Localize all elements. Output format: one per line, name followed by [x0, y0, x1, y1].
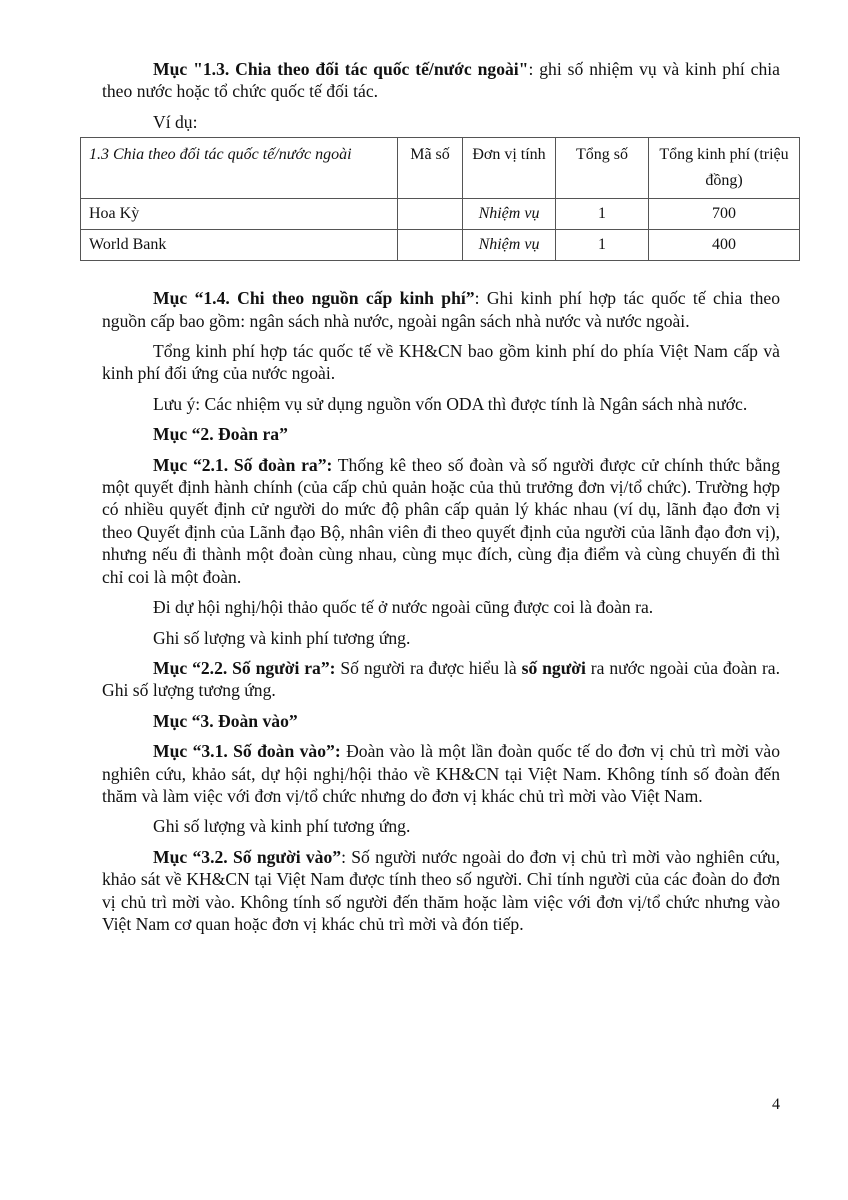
text: : Số người nước ngoài do đơn vị chủ trì mời vào nghiên cứu, khảo sát về KH&CN tại Việt Nam được tính theo số người. Chỉ tính người của các đoàn do đơn vị chủ trì mời vào. Không tính số người đến thăm hoặc làm việc với đơn vị/tổ chức nhưng vào Việt Nam cơ quan hoặc đơn vị khác chủ trì mời và đón tiếp. [102, 846, 780, 934]
table-cell [398, 230, 463, 261]
text: Thống kê theo số đoàn và số người được cử chính thức bằng một quyết định hành chính (của cấp chủ quản hoặc của thủ trưởng đơn vị/tổ chức). Trường hợp có nhiều quyết định cử người do mức độ phân cấp quản lý khác nhau (ví dụ, lãnh đạo đơn vị theo Quyết định của Lãnh đạo Bộ, nhân viên đi theo quyết định của người của lãnh đạo đơn vị), nhưng nếu đi thành một đoàn cùng nhau, cùng mục đích, cùng địa điểm và cùng chuyến đi thì chỉ coi là một đoàn. [102, 454, 780, 587]
heading-3 [102, 710, 780, 732]
heading-3-2: Mục “3.2. Số người vào” [153, 846, 342, 867]
text: Số người ra được hiểu là [335, 657, 522, 678]
heading-3-1: Mục “3.1. Số đoàn vào”: [153, 741, 341, 762]
para-record-2: Ghi số lượng và kinh phí tương ứng. [153, 816, 411, 837]
para-record: Ghi số lượng và kinh phí tương ứng. [153, 627, 411, 648]
para-total-funding: Tổng kinh phí hợp tác quốc tế về KH&CN bao gồm kinh phí do phía Việt Nam cấp và kinh phí đối ứng của nước ngoài. [102, 341, 780, 384]
heading-1-3: Mục "1.3. Chia theo đối tác quốc tế/nước ngoài" [153, 59, 529, 79]
text: : Ghi kinh phí hợp tác quốc tế chia theo nguồn cấp bao gồm: ngân sách nhà nước, ngoài ngân sách nhà nước và nước ngoài. [102, 288, 781, 331]
table-cell: World Bank [81, 230, 398, 261]
example-label: Ví dụ: [153, 111, 198, 132]
para-1-4 [102, 287, 780, 332]
table-header: 1.3 Chia theo đối tác quốc tế/nước ngoài [81, 138, 398, 199]
heading-1-4: Mục “1.4. Chi theo nguồn cấp kinh phí” [153, 288, 475, 309]
heading-2-1: Mục “2.1. Số đoàn ra”: [153, 454, 333, 475]
table-cell: Nhiệm vụ [463, 230, 556, 261]
text: Mục “3. Đoàn vào” [153, 710, 298, 731]
para-3-2 [102, 846, 780, 936]
table-cell: 700 [649, 199, 800, 230]
partner-table [80, 137, 800, 261]
table-cell: Hoa Kỳ [81, 199, 398, 230]
table-header-row [81, 138, 800, 199]
text: : ghi số nhiệm vụ và kinh phí chia theo nước hoặc tổ chức quốc tế đối tác. [102, 59, 780, 102]
table-header: Tổng số [556, 138, 649, 199]
page-number: 4 [772, 1096, 780, 1113]
table-header: Tổng kinh phí (triệu đồng) [649, 138, 800, 199]
para-2-2 [102, 657, 780, 702]
heading-2-2: Mục “2.2. Số người ra”: [153, 657, 336, 678]
para-note: Lưu ý: Các nhiệm vụ sử dụng nguồn vốn ODA thì được tính là Ngân sách nhà nước. [153, 393, 748, 414]
para-1-3 [102, 58, 780, 103]
text: số người [521, 657, 586, 678]
para-2-1 [102, 454, 780, 588]
text: Đoàn vào là một lần đoàn quốc tế do đơn vị chủ trì mời vào nghiên cứu, khảo sát, dự hội nghị/hội thảo về KH&CN tại Việt Nam. Không tính số đoàn đến thăm và làm việc với đơn vị/tổ chức nhưng do đơn vị khác chủ trì mời vào Việt Nam. [102, 741, 780, 806]
heading-2 [102, 423, 780, 445]
table-cell [398, 199, 463, 230]
para-3-1 [102, 740, 780, 807]
table-header: Mã số [398, 138, 463, 199]
table-row [81, 230, 800, 261]
table-cell: 1 [556, 230, 649, 261]
table-header: Đơn vị tính [463, 138, 556, 199]
table-cell: 1 [556, 199, 649, 230]
document-body [89, 58, 789, 935]
table-cell: 400 [649, 230, 800, 261]
para-conference: Đi dự hội nghị/hội thảo quốc tế ở nước ngoài cũng được coi là đoàn ra. [153, 597, 654, 618]
table-row [81, 199, 800, 230]
text: ra nước ngoài của đoàn ra. Ghi số lượng tương ứng. [102, 657, 781, 701]
text: Mục “2. Đoàn ra” [153, 424, 288, 445]
table-cell: Nhiệm vụ [463, 199, 556, 230]
